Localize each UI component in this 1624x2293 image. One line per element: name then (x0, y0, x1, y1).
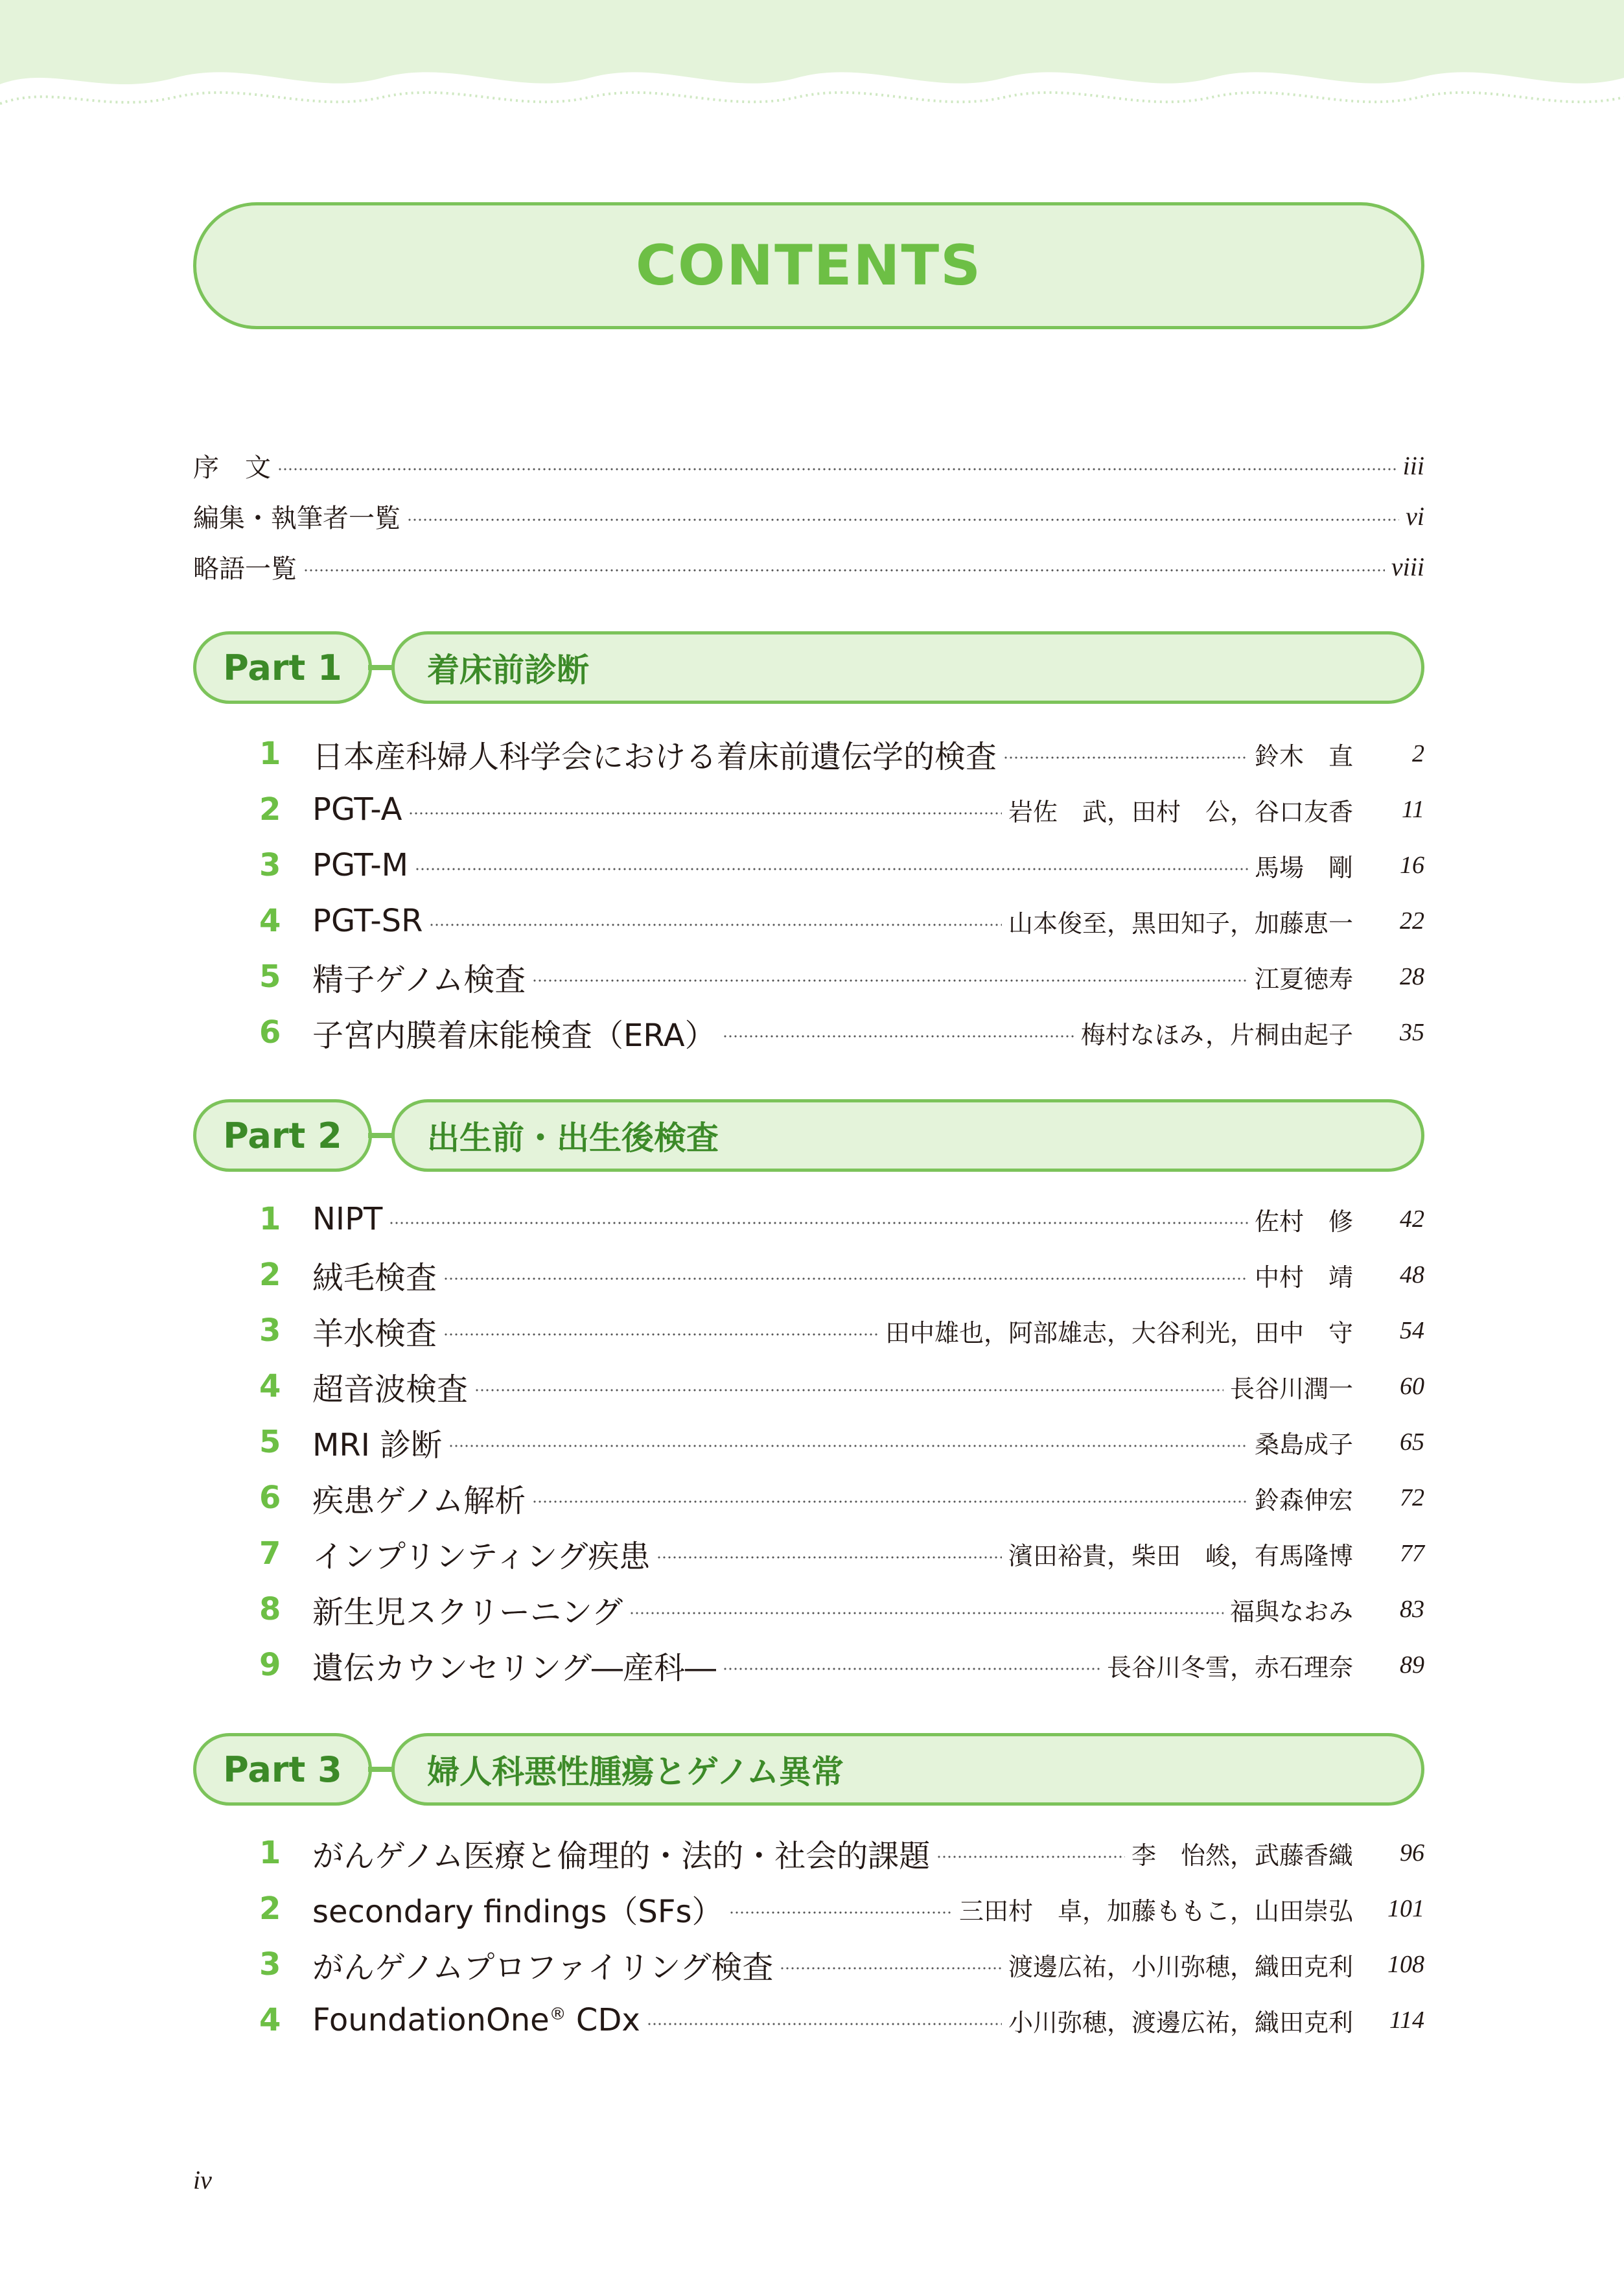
toc-entry[interactable] (259, 1196, 1424, 1242)
leader-dots (629, 1612, 1224, 1614)
entry-page: 114 (1389, 2007, 1424, 2034)
front-matter-page: vi (1406, 501, 1424, 531)
entry-page: 77 (1400, 1540, 1424, 1567)
entry-authors: 鈴木 直 (1254, 741, 1353, 771)
leader-dots (415, 868, 1248, 870)
entry-page: 108 (1387, 1951, 1424, 1978)
entry-title: がんゲノム医療と倫理的・法的・社会的課題 (312, 1837, 931, 1874)
entry-authors: 江夏徳寿 (1254, 964, 1353, 994)
entry-title: 疾患ゲノム解析 (312, 1482, 526, 1519)
leader-dots (723, 1035, 1074, 1038)
entry-title-suffix: CDx (566, 2002, 640, 2038)
entry-page: 89 (1400, 1651, 1424, 1679)
entry-number: 6 (259, 1480, 281, 1516)
entry-title: 子宮内膜着床能検査（ERA） (312, 1017, 716, 1054)
toc-entry[interactable] (259, 1364, 1424, 1409)
leader-dots (407, 518, 1399, 521)
entry-title: インプリンティング疾患 (312, 1538, 651, 1575)
entry-page: 16 (1400, 852, 1424, 879)
entry-authors: 梅村なほみ，片桐由起子 (1080, 1020, 1353, 1049)
entry-page: 11 (1401, 796, 1424, 823)
leader-dots (277, 468, 1397, 471)
entry-number: 6 (259, 1014, 281, 1051)
entry-title: MRI 診断 (312, 1426, 443, 1463)
part-header (193, 631, 1424, 704)
entry-number: 2 (259, 791, 281, 828)
entry-authors: 中村 靖 (1254, 1263, 1353, 1292)
part-label: Part 2 (223, 1115, 342, 1156)
header-wave-band (0, 0, 1624, 117)
entry-title: 精子ゲノム検査 (312, 961, 526, 998)
entry-authors: 田中雄也，阿部雄志，大谷利光，田中 守 (885, 1318, 1353, 1347)
entry-authors: 馬場 剛 (1254, 853, 1353, 882)
entry-page: 72 (1400, 1484, 1424, 1511)
leader-dots (780, 1967, 1002, 1970)
leader-dots (532, 979, 1248, 982)
part-title: 着床前診断 (427, 651, 589, 689)
entry-title: PGT-A (312, 791, 402, 828)
toc-entry[interactable] (259, 843, 1424, 888)
entry-number: 1 (259, 1835, 281, 1871)
leader-dots (303, 569, 1385, 572)
leader-dots (448, 1445, 1248, 1447)
entry-number: 7 (259, 1535, 281, 1572)
entry-number: 3 (259, 1312, 281, 1349)
part-label-pill (193, 1733, 372, 1806)
entry-title: secondary findings（SFs） (312, 1893, 723, 1930)
entry-authors: 渡邊広祐，小川弥穂，織田克利 (1008, 1952, 1353, 1981)
entry-page: 42 (1400, 1205, 1424, 1233)
leader-dots (443, 1277, 1248, 1280)
entry-page: 22 (1400, 907, 1424, 935)
entry-authors: 佐村 修 (1254, 1207, 1353, 1236)
part-label-pill (193, 1099, 372, 1172)
page-folio: iv (193, 2165, 212, 2194)
leader-dots (936, 1856, 1125, 1858)
entry-authors: 鈴森伸宏 (1254, 1485, 1353, 1515)
leader-dots (532, 1500, 1248, 1503)
entry-page: 54 (1400, 1317, 1424, 1344)
entry-page: 60 (1400, 1373, 1424, 1400)
entry-title: PGT-SR (312, 903, 423, 939)
entry-authors: 福與なおみ (1229, 1597, 1353, 1626)
leader-dots (656, 1556, 1002, 1559)
part-title-box (391, 1099, 1424, 1172)
toc-entry[interactable] (259, 1419, 1424, 1465)
entry-authors: 長谷川冬雪，赤石理奈 (1106, 1653, 1353, 1682)
part-title-box (391, 631, 1424, 704)
entry-title: 日本産科婦人科学会における着床前遺伝学的検査 (312, 738, 997, 775)
leader-dots (647, 2023, 1002, 2025)
leader-dots (389, 1222, 1248, 1224)
entry-number: 5 (259, 1424, 281, 1460)
entry-page: 96 (1400, 1839, 1424, 1867)
entry-authors: 岩佐 武，田村 公，谷口友香 (1008, 797, 1353, 826)
toc-entry[interactable] (259, 1997, 1424, 2043)
part-header (193, 1099, 1424, 1172)
part-connector (368, 1767, 394, 1772)
entry-title: 遺伝カウンセリング―産科― (312, 1649, 717, 1686)
part-label: Part 1 (223, 647, 342, 688)
entry-number: 3 (259, 1946, 281, 1983)
entry-number: 4 (259, 903, 281, 939)
entry-number: 1 (259, 736, 281, 772)
entry-number: 3 (259, 847, 281, 883)
entry-authors: 小川弥穂，渡邊広祐，織田克利 (1008, 2008, 1353, 2037)
part-title: 出生前・出生後検査 (427, 1119, 719, 1157)
entry-page: 35 (1400, 1019, 1424, 1046)
toc-entry[interactable] (259, 1475, 1424, 1520)
part-label: Part 3 (223, 1749, 342, 1790)
toc-entry[interactable] (259, 1531, 1424, 1576)
entry-authors: 桑島成子 (1254, 1430, 1353, 1459)
toc-entry[interactable] (259, 1942, 1424, 1987)
toc-entry[interactable] (259, 1886, 1424, 1931)
leader-dots (474, 1389, 1224, 1391)
front-matter-label: 編集・執筆者一覧 (193, 503, 400, 533)
toc-entry[interactable] (259, 1642, 1424, 1688)
entry-number: 1 (259, 1201, 281, 1237)
entry-authors: 長谷川潤一 (1229, 1374, 1353, 1403)
toc-entry[interactable] (259, 954, 1424, 999)
part-title: 婦人科悪性腫瘍とゲノム異常 (427, 1753, 844, 1791)
entry-title: 羊水検査 (312, 1315, 437, 1352)
front-matter-item[interactable] (193, 547, 1424, 586)
toc-entry[interactable] (259, 787, 1424, 832)
toc-entry[interactable] (259, 1830, 1424, 1876)
entry-number: 4 (259, 2002, 281, 2038)
entry-number: 2 (259, 1257, 281, 1293)
entry-page: 65 (1400, 1428, 1424, 1456)
entry-title: PGT-M (312, 847, 409, 883)
toc-entry[interactable] (259, 731, 1424, 776)
entry-page: 48 (1400, 1261, 1424, 1288)
part-title-box (391, 1733, 1424, 1806)
leader-dots (1003, 756, 1248, 759)
toc-entry[interactable] (259, 1308, 1424, 1353)
entry-authors: 濱田裕貴，柴田 峻，有馬隆博 (1008, 1541, 1353, 1570)
entry-page: 101 (1387, 1895, 1424, 1922)
entry-title (312, 2002, 640, 2038)
registered-mark: ® (549, 2005, 566, 2024)
part-connector (368, 1133, 394, 1138)
contents-heading-box (193, 202, 1424, 329)
leader-dots (429, 924, 1002, 926)
entry-number: 4 (259, 1368, 281, 1404)
entry-title: NIPT (312, 1201, 383, 1237)
part-label-pill (193, 631, 372, 704)
front-matter-label: 序 文 (193, 452, 271, 483)
entry-title: 新生児スクリーニング (312, 1594, 623, 1631)
entry-number: 9 (259, 1647, 281, 1683)
entry-authors: 山本俊至，黒田知子，加藤恵一 (1008, 909, 1353, 938)
entry-number: 5 (259, 959, 281, 995)
entry-number: 2 (259, 1891, 281, 1927)
part-connector (368, 665, 394, 670)
leader-dots (729, 1911, 953, 1914)
entry-page: 28 (1400, 963, 1424, 990)
entry-title: 超音波検査 (312, 1371, 469, 1408)
entry-authors: 三田村 卓，加藤ももこ，山田崇弘 (958, 1896, 1353, 1926)
toc-entry[interactable] (259, 898, 1424, 944)
front-matter-item[interactable] (193, 496, 1424, 535)
part-header (193, 1733, 1424, 1806)
front-matter-label: 略語一覧 (193, 553, 297, 584)
leader-dots (443, 1333, 879, 1336)
entry-authors: 李 怡然，武藤香織 (1131, 1841, 1353, 1870)
leader-dots (408, 812, 1002, 815)
entry-title: がんゲノムプロファイリング検査 (312, 1949, 774, 1986)
leader-dots (723, 1668, 1100, 1670)
toc-entry[interactable] (259, 1587, 1424, 1632)
toc-entry[interactable] (259, 1252, 1424, 1298)
front-matter-page: iii (1402, 450, 1424, 480)
toc-entry[interactable] (259, 1010, 1424, 1055)
entry-title: 絨毛検査 (312, 1259, 437, 1296)
entry-page: 2 (1412, 740, 1424, 767)
front-matter-item[interactable] (193, 446, 1424, 485)
entry-title-main: FoundationOne (312, 2002, 550, 2038)
entry-number: 8 (259, 1591, 281, 1627)
entry-page: 83 (1400, 1596, 1424, 1623)
page-title: CONTENTS (635, 233, 982, 298)
front-matter-page: viii (1391, 552, 1424, 581)
